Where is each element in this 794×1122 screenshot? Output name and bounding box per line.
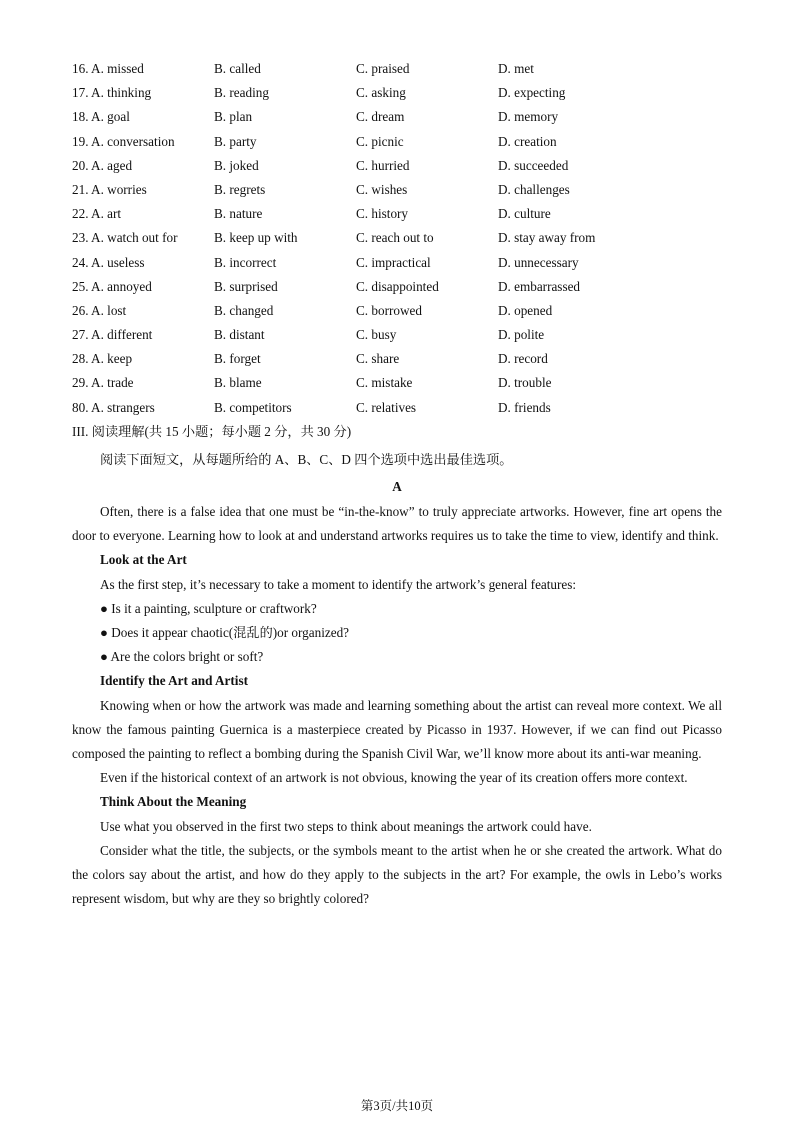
option-b: B. joked [214, 157, 259, 173]
option-c: C. dream [356, 109, 405, 125]
question-row [72, 228, 752, 252]
option-d: D. challenges [498, 181, 570, 197]
question-row [72, 156, 752, 180]
question-row [72, 253, 752, 277]
option-a: 22. A. art [72, 206, 122, 222]
option-d: D. memory [498, 109, 559, 125]
option-d: D. creation [498, 133, 557, 149]
section-heading: III. 阅读理解(共 15 小题；每小题 2 分，共 30 分) [72, 424, 352, 439]
option-d: D. expecting [498, 85, 566, 101]
option-d: D. culture [498, 206, 551, 222]
option-a: 18. A. goal [72, 109, 130, 125]
bullet-item: ● Does it appear chaotic(混乱的)or organized? [100, 625, 350, 641]
option-c: C. picnic [356, 133, 404, 149]
option-a: 28. A. keep [72, 351, 133, 367]
option-c: C. history [356, 206, 409, 222]
answer-options-list [72, 59, 752, 422]
bullet-item: ● Is it a painting, sculpture or craftwork? [100, 600, 317, 616]
option-a: 23. A. watch out for [72, 230, 178, 246]
question-row [72, 301, 752, 325]
option-d: D. embarrassed [498, 278, 581, 294]
section-instruction: 阅读下面短文，从每题所给的 A、B、C、D 四个选项中选出最佳选项。 [100, 452, 513, 467]
option-b: B. forget [214, 351, 261, 367]
option-b: B. called [214, 61, 261, 76]
option-c: C. borrowed [356, 302, 422, 318]
option-a: 24. A. useless [72, 254, 145, 270]
question-row [72, 180, 752, 204]
option-d: D. succeeded [498, 157, 569, 173]
question-row [72, 132, 752, 156]
option-b: B. regrets [214, 181, 266, 197]
option-b: B. surprised [214, 278, 278, 294]
option-a: 17. A. thinking [72, 85, 152, 101]
option-d: D. polite [498, 327, 545, 343]
option-b: B. keep up with [214, 230, 298, 246]
option-a: 19. A. conversation [72, 133, 175, 149]
option-b: B. incorrect [214, 254, 277, 270]
question-row [72, 83, 752, 107]
option-b: B. competitors [214, 399, 292, 415]
option-c: C. share [356, 351, 400, 367]
option-b: B. reading [214, 85, 269, 101]
option-b: B. plan [214, 109, 253, 125]
option-a: 29. A. trade [72, 375, 134, 391]
question-row [72, 325, 752, 349]
reading-passage [72, 500, 722, 911]
option-a: 16. A. missed [72, 61, 144, 76]
paragraph: As the first step, it’s necessary to take a moment to identify the artwork’s general features: [100, 576, 577, 592]
option-b: B. blame [214, 375, 262, 391]
option-d: D. opened [498, 302, 553, 318]
question-row [72, 59, 752, 83]
paragraph: Often, there is a false idea that one must be “in-the-know” to truly appreciate artworks. However, fine art opens the door to everyone. Learning how to look at and understand artworks requires us to take the time to view, identify and think. [72, 504, 722, 544]
option-d: D. record [498, 351, 548, 367]
option-b: B. distant [214, 327, 265, 343]
question-row [72, 373, 752, 397]
paragraph: Use what you observed in the first two steps to think about meanings the artwork could have. [100, 818, 592, 834]
option-a: 25. A. annoyed [72, 278, 152, 294]
subheading: Think About the Meaning [100, 794, 247, 810]
option-c: C. hurried [356, 157, 410, 173]
passage-label: A [392, 479, 402, 494]
option-b: B. changed [214, 302, 274, 318]
option-a: 20. A. aged [72, 157, 133, 173]
paragraph: Even if the historical context of an artwork is not obvious, knowing the year of its creation offers more context. [100, 770, 688, 786]
question-row [72, 277, 752, 301]
option-b: B. nature [214, 206, 263, 222]
option-c: C. disappointed [356, 278, 439, 294]
question-row [72, 349, 752, 373]
option-c: C. reach out to [356, 230, 434, 246]
option-d: D. trouble [498, 375, 552, 391]
option-a: 26. A. lost [72, 302, 127, 318]
page-number: 第3页/共10页 [360, 1099, 434, 1113]
bullet-item: ● Are the colors bright or soft? [100, 649, 264, 665]
option-c: C. mistake [356, 375, 413, 391]
option-a: 27. A. different [72, 327, 153, 343]
question-row [72, 204, 752, 228]
question-row [72, 107, 752, 131]
paragraph: Consider what the title, the subjects, or the symbols meant to the artist when he or she created the artwork. What do the colors say about the artist, and how do they apply to the subjects in the art? For example, the owls in Lebo’s works represent wisdom, but why are they so brightly colored? [72, 842, 722, 907]
option-c: C. busy [356, 327, 397, 343]
option-c: C. praised [356, 61, 410, 76]
question-row [72, 398, 752, 422]
option-b: B. party [214, 133, 257, 149]
option-d: D. unnecessary [498, 254, 579, 270]
option-d: D. stay away from [498, 230, 596, 246]
option-c: C. impractical [356, 254, 431, 270]
option-d: D. friends [498, 399, 551, 415]
option-a: 80. A. strangers [72, 399, 155, 415]
option-c: C. asking [356, 85, 406, 101]
option-c: C. relatives [356, 399, 417, 415]
option-c: C. wishes [356, 181, 408, 197]
paragraph: Knowing when or how the artwork was made and learning something about the artist can reveal more context. We all know the famous painting Guernica is a masterpiece created by Picasso in 1937. However, if we can find out Picasso composed the painting to reflect a bombing during the Spanish Civil War, we’ll know more about its anti-war meaning. [72, 697, 722, 762]
option-d: D. met [498, 61, 534, 76]
subheading: Identify the Art and Artist [100, 673, 248, 689]
subheading: Look at the Art [100, 552, 187, 568]
option-a: 21. A. worries [72, 181, 147, 197]
